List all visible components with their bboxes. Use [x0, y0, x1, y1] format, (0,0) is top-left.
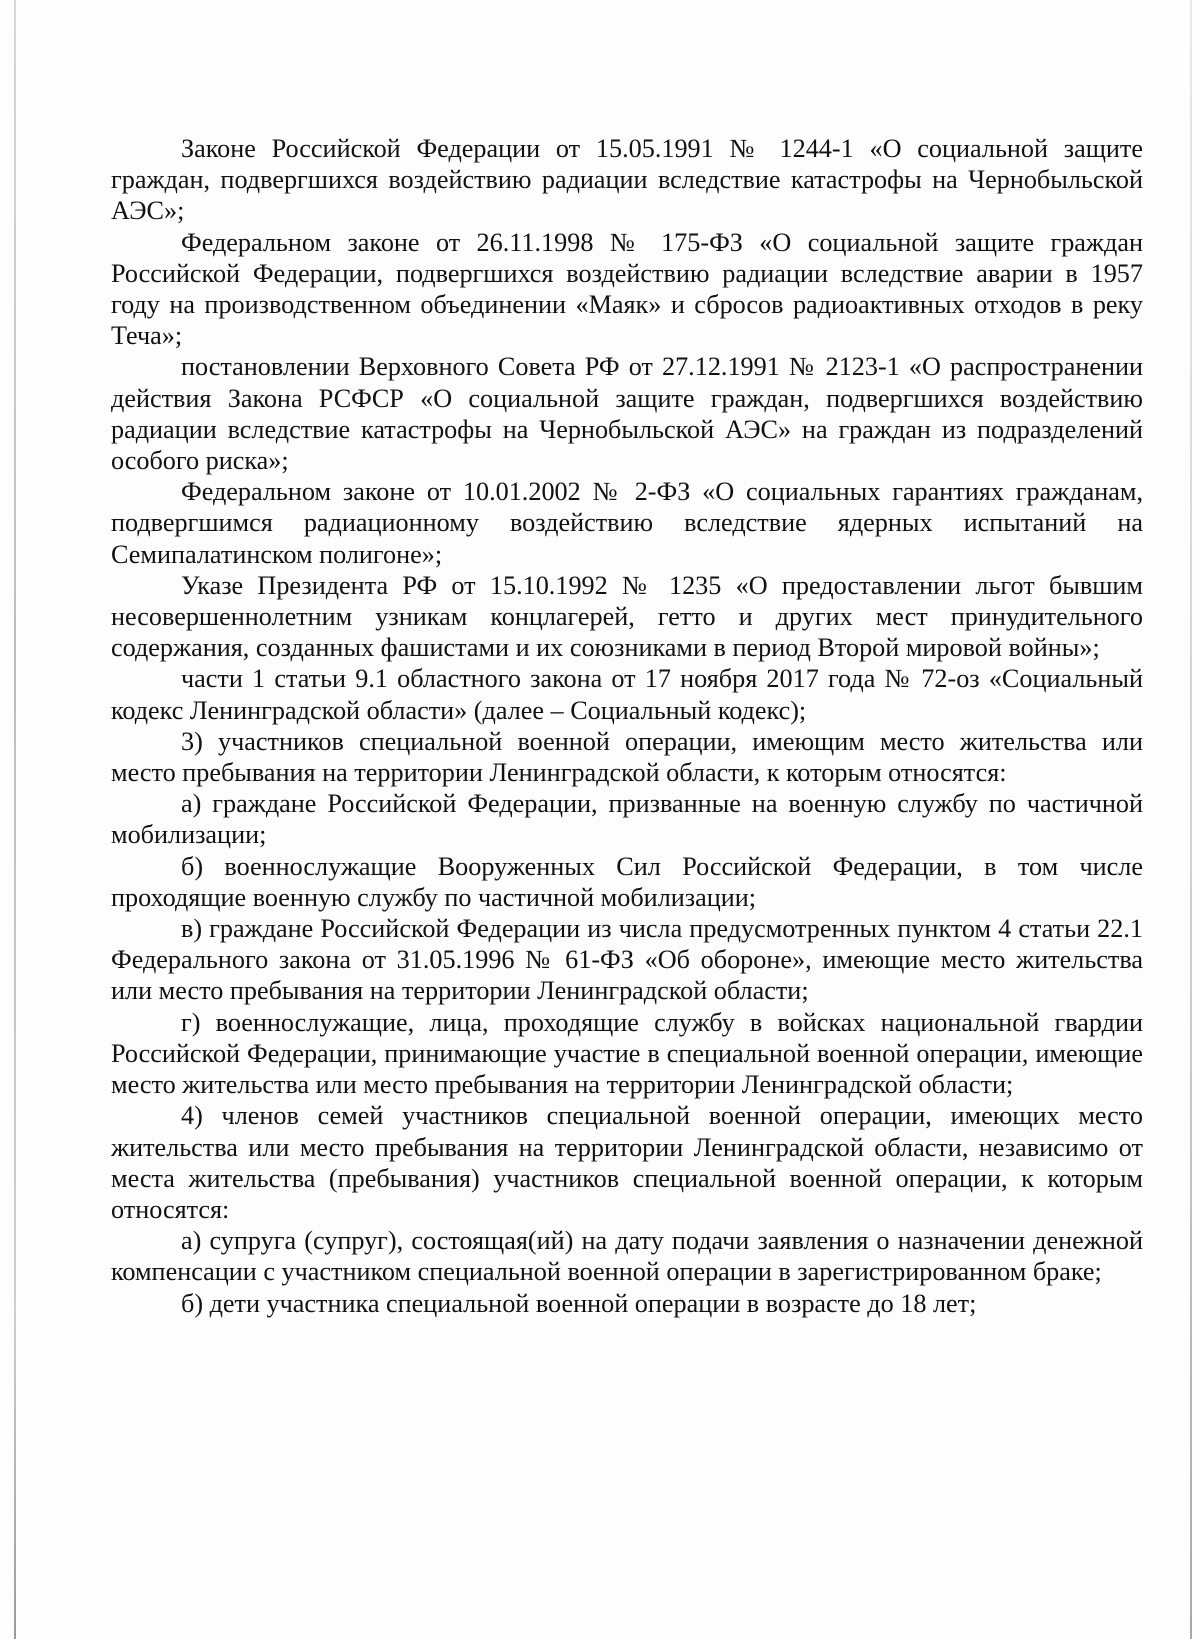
- paragraph-item-4a: а) супруга (супруг), состоящая(ий) на дату подачи заявления о назначении денежной компенсации с участником специальной военной операции в зарегистрированном браке;: [111, 1226, 1143, 1287]
- paragraph-item-3b: б) военнослужащие Вооруженных Сил Российской Федерации, в том числе проходящие военную службу по частичной мобилизации;: [111, 851, 1143, 912]
- paragraph-chernobyl-law: Законе Российской Федерации от 15.05.1991 № 1244-1 «О социальной защите граждан, подвергшихся воздействию радиации вследствие катастрофы на Чернобыльской АЭС»;: [111, 134, 1143, 226]
- scan-edge-left: [14, 0, 16, 1639]
- paragraph-item-3v: в) граждане Российской Федерации из числа предусмотренных пунктом 4 статьи 22.1 Федерального закона от 31.05.1996 № 61-ФЗ «Об обороне», имеющие место жительства или место пребывания на территории Ленинградской области;: [111, 914, 1143, 1006]
- paragraph-social-code: части 1 статьи 9.1 областного закона от 17 ноября 2017 года № 72-оз «Социальный кодекс Ленинградской области» (далее – Социальный кодекс);: [111, 664, 1143, 725]
- scan-edge-right: [1190, 0, 1192, 1639]
- paragraph-item-4: 4) членов семей участников специальной военной операции, имеющих место жительства или место пребывания на территории Ленинградской области, независимо от места жительства (пребывания) участников специальной военной операции, к которым относятся:: [111, 1101, 1143, 1224]
- paragraph-supreme-council-resolution: постановлении Верховного Совета РФ от 27.12.1991 № 2123-1 «О распространении действия Закона РСФСР «О социальной защите граждан, подвергшихся воздействию радиации вследствие катастрофы на Чернобыльской АЭС» на граждан из подразделений особого риска»;: [111, 352, 1143, 476]
- paragraph-semipalatinsk-law: Федеральном законе от 10.01.2002 № 2-ФЗ «О социальных гарантиях гражданам, подвергшимся радиационному воздействию вследствие ядерных испытаний на Семипалатинском полигоне»;: [111, 477, 1143, 569]
- paragraph-item-3a: а) граждане Российской Федерации, призванные на военную службу по частичной мобилизации;: [111, 789, 1143, 850]
- paragraph-item-4b: б) дети участника специальной военной операции в возрасте до 18 лет;: [181, 1288, 977, 1318]
- paragraph-presidential-decree: Указе Президента РФ от 15.10.1992 № 1235 «О предоставлении льгот бывшим несовершеннолетним узникам концлагерей, гетто и других мест принудительного содержания, созданных фашистами и их союзниками в период Второй мировой войны»;: [111, 570, 1143, 663]
- paragraph-item-3g: г) военнослужащие, лица, проходящие службу в войсках национальной гвардии Российской Федерации, принимающие участие в специальной военной операции, имеющие место жительства или место пребывания на территории Ленинградской области;: [111, 1007, 1143, 1100]
- document-body: [111, 133, 1143, 1319]
- paragraph-mayak-law: Федеральном законе от 26.11.1998 № 175-ФЗ «О социальной защите граждан Российской Федерации, подвергшихся воздействию радиации вследствие аварии в 1957 году на производственном объединении «Маяк» и сбросов радиоактивных отходов в реку Теча»;: [111, 227, 1143, 351]
- paragraph-item-3: 3) участников специальной военной операции, имеющим место жительства или место пребывания на территории Ленинградской области, к которым относятся:: [111, 726, 1143, 788]
